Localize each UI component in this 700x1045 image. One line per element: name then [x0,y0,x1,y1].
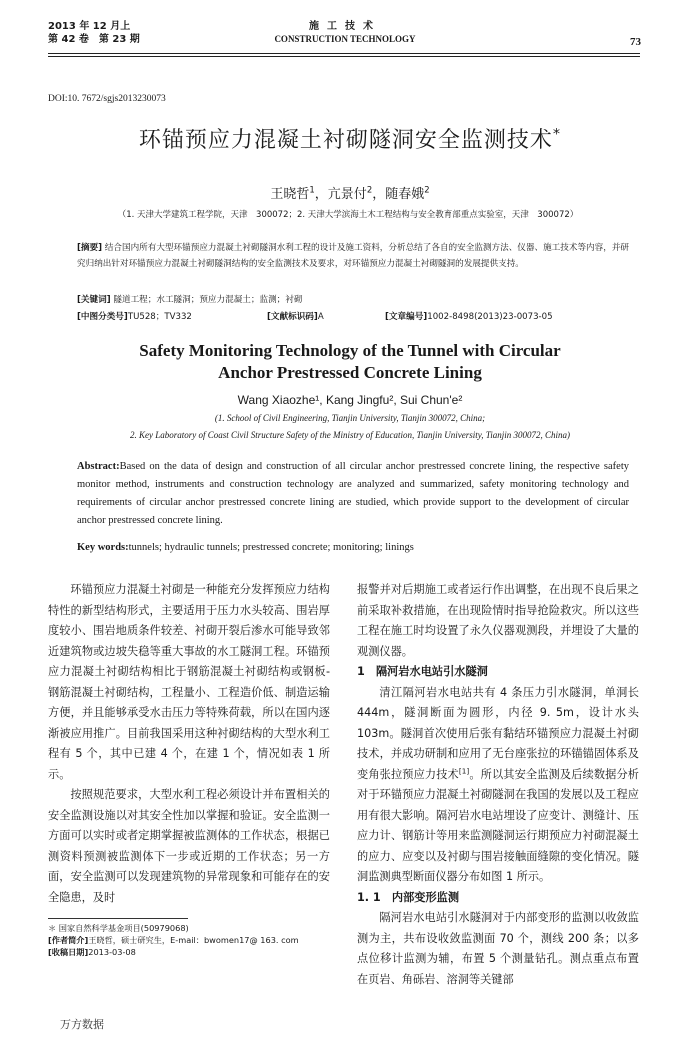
abstract-en-label: Abstract: [77,461,120,472]
paragraph [357,683,639,888]
authors-cn: 王晓哲$^1$，亢景付$^2$，随春娥$^2$ [270,184,430,202]
abstract-en-text: Based on the data of design and construction of all circular anchor prestressed concrete lining, the respective safety monitor method, instruments and construction technology are analyzed and summarized, safety monitoring technology and requirements of circular anchor prestressed concrete lining are studied, which provide support to the development of circular anchor prestressed concrete lining. [77,461,629,526]
author-bio-text: 王晓哲，硕士研究生，E-mail：bwomen17@ 163. com [88,935,299,945]
page-number: 73 [630,36,641,48]
article-title-en [40,340,660,384]
received-date-value: 2013-03-08 [88,947,136,957]
doc-code-label: [文献标识码] [267,312,318,322]
author-name: 王晓哲 [270,187,310,202]
author-affil-mark: 2 [424,184,430,195]
header-rule-thick [48,53,640,54]
abstract-label: [摘要] [77,243,103,253]
article-number-value: 1002-8498(2013)23-0073-05 [427,312,553,322]
affiliation-cn: （1. 天津大学建筑工程学院，天津 300072；2. 天津大学滨海土木工程结构与安全教育部重点实验室，天津 300072） [117,210,579,220]
paragraph: 隔河岩水电站引水隧洞对于内部变形的监测以收敛监测为主，共布设收敛监测面 70 个，测线 200 条；以多点位移计监测为辅，布置 5 个测量钻孔。测点重点布置在页岩、角砾岩、溶洞等关键部 [357,911,639,986]
doi: DOI:10. 7672/sgjs2013230073 [48,94,166,104]
body-column-left [48,580,330,908]
journal-name-en: CONSTRUCTION TECHNOLOGY [274,34,416,44]
running-header-center [240,20,450,46]
keywords-en-label: Key words: [77,542,129,553]
author-affil-mark: 2 [366,184,373,195]
title-footnote-mark: * [552,126,562,143]
article-number-label: [文章编号] [385,312,428,322]
affiliation-en-2: 2. Key Laboratory of Coast Civil Structure Safety of the Ministry of Education, Tianjin University, Tianjin 300072, China) [130,430,570,440]
volume-issue: 第 42 卷 第 23 期 [48,34,140,45]
keywords-en [77,542,629,553]
title-text: 环锚预应力混凝土衬砌隧洞安全监测技术 [138,128,553,153]
footnote [48,922,338,958]
body-column-right [357,580,639,990]
running-header-left [48,20,140,46]
journal-name-cn: 施工技术 [309,21,381,32]
received-date-label: [收稿日期] [48,947,89,957]
classification-info [77,309,629,325]
author-name: 随春娥 [385,187,425,202]
watermark: 万方数据 [60,1018,104,1031]
citation: [1] [458,765,470,775]
author-bio [48,934,338,946]
paragraph: 报警并对后期施工或者运行作出调整，在出现不良后果之前采取补救措施，在出现险情时指导抢险救灾。所以这些工程在施工时均设置了永久仪器观测段，并埋设了大量的观测仪器。 [357,583,639,658]
abstract-en [77,458,629,530]
paragraph-text: 清江隔河岩水电站共有 4 条压力引水隧洞，单洞长 444m，隧洞断面为圆形，内径 9. 5m，设计水头 103m。隧洞首次使用后张有黏结环锚预应力混凝土衬砌技术，并成功研制和应用了无台座张拉的环锚锚固体系及变角张拉预应力技术 [357,685,639,781]
paragraph-text: 。所以其安全监测及后续数据分析对于环锚预应力混凝土衬砌隧洞在我国的发展以及工程应用有很大影响。隔河岩水电站埋设了应变计、测缝计、压应力计、钢筋计等用来监测隧洞运行期预应力衬砌混凝土的应力、应变以及衬砌与围岩接触面缝隙的变化情况。隧洞监测典型断面仪器分布如图 1 所示。 [357,767,639,883]
abstract-cn [77,240,629,272]
clc-label: [中图分类号] [77,312,128,322]
title-en-line: Safety Monitoring Technology of the Tunnel with Circular [139,341,561,360]
affiliation-en-1: (1. School of Civil Engineering, Tianjin University, Tianjin 300072, China; [214,413,486,423]
section-heading: 1 隔河岩水电站引水隧洞 [357,665,488,678]
article-title-cn [40,123,660,154]
keywords-en-text: tunnels; hydraulic tunnels; prestressed concrete; monitoring; linings [128,542,414,553]
abstract-text: 结合国内所有大型环锚预应力混凝土衬砌隧洞水利工程的设计及施工资料，分析总结了各自的安全监测方法、仪器、施工技术等内容，并研究归纳出针对环锚预应力混凝土衬砌隧洞结构的安全监测技术及要求，对环锚预应力混凝土衬砌隧洞的发展提供支持。 [77,243,630,269]
issue-date: 2013 年 12 月上 [48,21,131,32]
paragraph: 按照规范要求，大型水利工程必须设计并布置相关的安全监测设施以对其安全性加以掌握和验证。安全监测一方面可以实时或者定期掌握被监测体的工作状态，根据已测资料预测被监测体下一步或近期的工作状态；另一方面，安全监测可以发现建筑物的异常现象和可能存在的安全隐患，及时 [48,788,330,904]
header-rule-thin [48,56,640,57]
subsection-heading: 1. 1 内部变形监测 [357,890,460,904]
fund-note: ＊ 国家自然科学基金项目(50979068) [48,923,189,933]
author-affil-mark: 1 [309,184,315,195]
author-bio-label: [作者简介] [48,935,89,945]
received-date [48,946,338,958]
keywords-text: 隧道工程；水工隧洞；预应力混凝土；监测；衬砌 [113,295,303,305]
paragraph: 环锚预应力混凝土衬砌是一种能充分发挥预应力结构特性的新型结构形式，主要适用于压力水头较高、围岩厚度较小、围岩地质条件较差、衬砌开裂后渗水可能导致邻近建筑物或边坡失稳等重大事故的水工隧洞工程。环锚预应力混凝土衬砌结构相比于钢筋混凝土衬砌结构或钢板-钢筋混凝土衬砌结构，工程量小、工程造价低、制造运输方便，并且能够承受水击压力等特殊荷载，所以在国内逐渐被应用推广。目前我国采用这种衬砌结构的大型水利工程有 5 个，其中已建 4 个，在建 1 个，情况如表 1 所示。 [48,583,330,781]
clc-value: TU528；TV332 [127,312,192,322]
title-en-line: Anchor Prestressed Concrete Lining [218,363,482,382]
keywords-cn [77,292,629,308]
doc-code-value: A [317,312,324,322]
footnote-rule [48,918,188,919]
author-name: 亢景付 [327,187,367,202]
keywords-label: [关键词] [77,295,111,305]
authors-en: Wang Xiaozhe¹, Kang Jingfu², Sui Chun'e² [237,393,463,407]
